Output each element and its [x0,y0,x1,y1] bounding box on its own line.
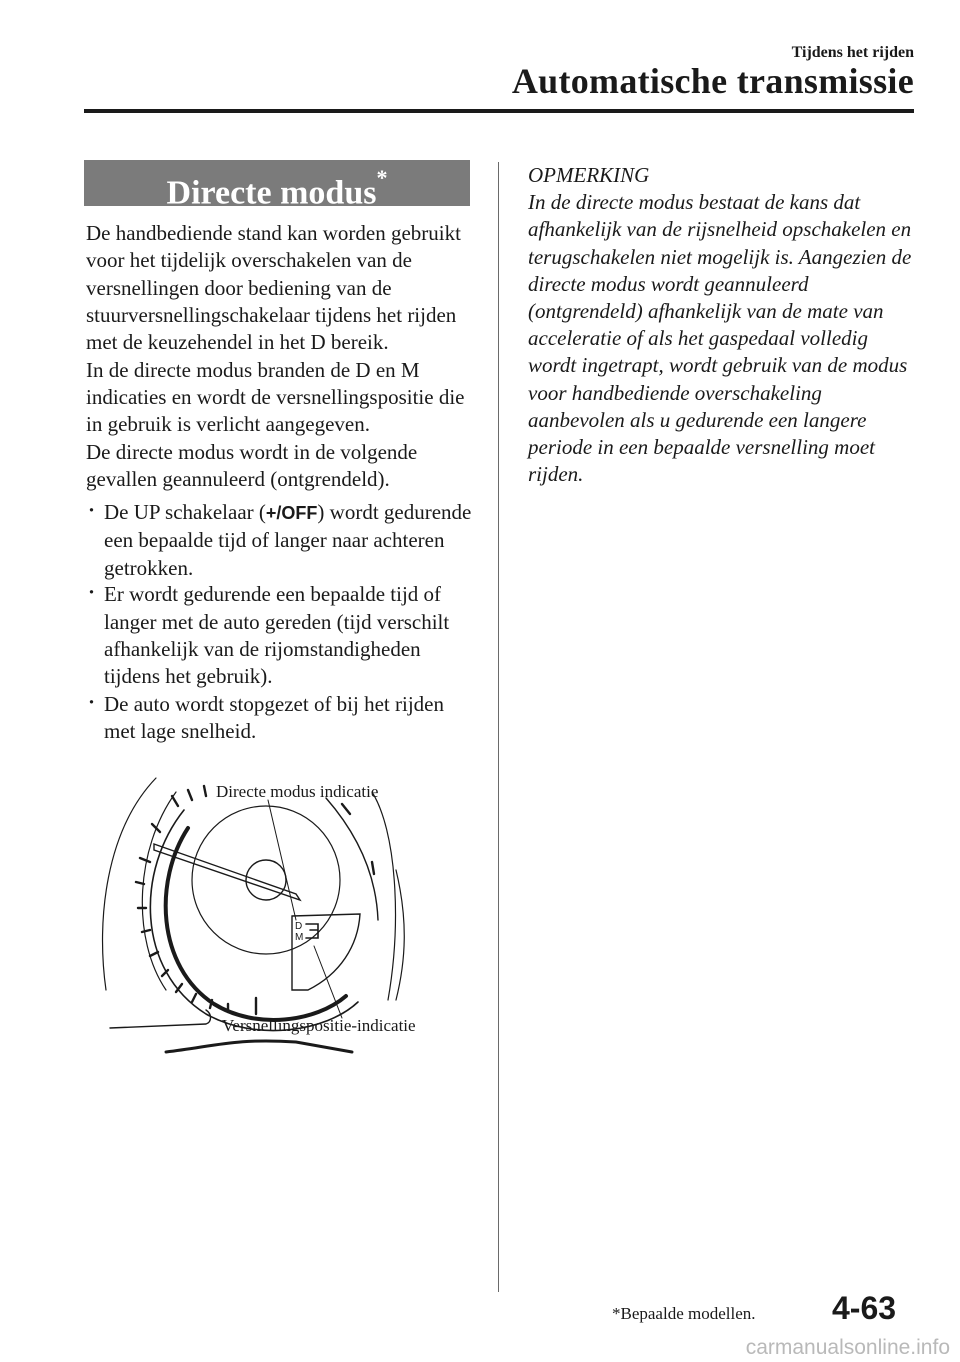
gauge-inner-ring [166,828,346,1020]
list-item [86,581,478,691]
note-title: OPMERKING [528,163,650,187]
base-line [166,1041,352,1052]
section-banner [84,160,470,212]
gauge-needle [154,844,300,900]
header-rule [84,109,914,113]
banner-title: Directe modus [166,174,377,212]
gauge-top-arc [326,798,378,920]
footnote: *Bepaalde modellen. [612,1304,756,1323]
note-text: In de directe modus bestaat de kans dat afhankelijk van de rijsnelheid opschakelen en terugschakelen niet mogelijk is. Aangezien de directe modus wordt geannuleerd (ontgrendeld) afhankelijk van de mate van acceleratie of als het gaspedaal volledig wordt ingetrapt, wordt gebruik van de modus voor handbediende overschakeling aanbevolen als u gedurende een langere periode in een bepaalde versnelling moet rijden. [528,190,912,487]
intro-paragraph: De directe modus wordt in de volgende gevallen geannuleerd (ontgrendeld). [86,439,418,491]
intro-paragraph: De handbediende stand kan worden gebruikt voor het tijdelijk overschakelen van de versnellingen door bediening van de stuurversnellingschakelaar tijdens het rijden met de keuzehendel in het D bereik. [86,221,461,355]
page-number: 4-63 [832,1290,897,1326]
list-item-text: De UP schakelaar ( [104,500,266,524]
list-item-text: ) wordt gedurende een bepaalde tijd of langer naar achteren getrokken. [104,500,472,580]
base-line [110,1010,211,1028]
section-name: Tijdens het rijden [791,44,914,61]
chapter-title: Automatische transmissie [511,61,914,101]
gauge-hub [246,860,286,900]
housing-left-inner [142,792,176,990]
list-item-text: Er wordt gedurende een bepaalde tijd of langer met de auto gereden (tijd verschilt afhankelijk van de rijomstandigheden tijdens het gebruik). [104,582,450,689]
instrument-cluster-figure [96,770,456,1060]
watermark: carmanualsonline.info [745,1336,950,1359]
housing-left-outer [103,778,156,990]
list-item-text: De auto wordt stopgezet of bij het rijden met lage snelheid. [104,691,444,744]
cancel-conditions-list [86,499,478,746]
leader-line-top [268,800,296,920]
bullet-dot: · [88,498,96,522]
direct-mode-indicator-label: Directe modus indicatie [216,782,379,801]
housing-right-outer [396,870,404,1000]
bullet-dot: · [88,580,96,605]
gear-position-indicator-label: Versnellingspositie-indicatie [222,1016,416,1035]
intro-paragraph: In de directe modus branden de D en M indicaties en wordt de versnellingspositie die in gebruik is verlicht aangegeven. [86,357,465,437]
up-switch-label: +/OFF [265,503,318,523]
gear-digit [306,924,318,938]
intro-text [86,220,478,493]
banner-asterisk: * [376,165,388,190]
indicator-d: D [295,921,303,932]
note-box [528,162,920,488]
column-divider [498,162,499,1292]
bullet-dot: · [88,689,96,714]
indicator-m: M [295,932,304,943]
list-item [86,691,478,746]
list-item [86,499,478,581]
